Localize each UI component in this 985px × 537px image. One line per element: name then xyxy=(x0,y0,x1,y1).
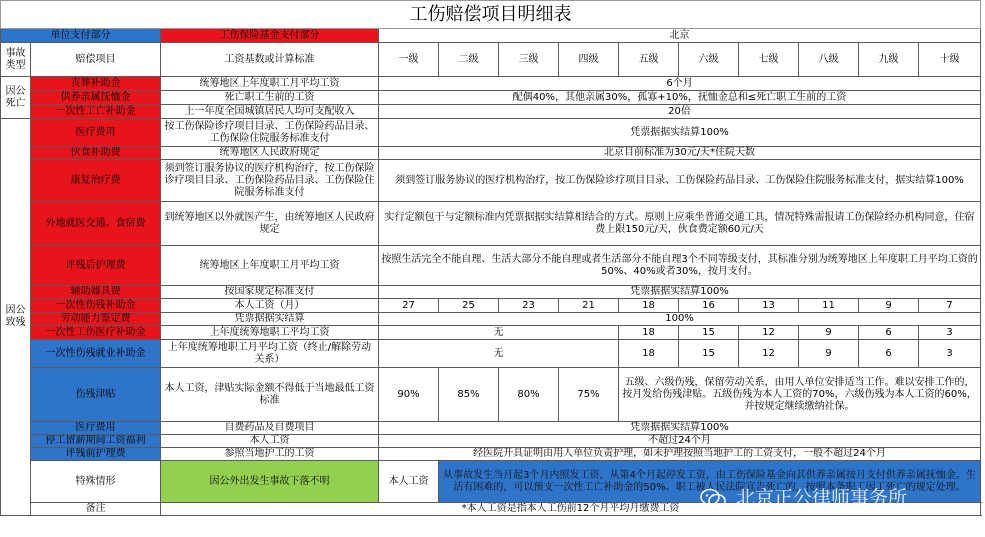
table-row xyxy=(1,77,981,91)
basis-header: 工资基数或计算标准 xyxy=(161,43,379,77)
value-cell: 须到签订服务协议的医疗机构治疗，按工伤保险诊疗项目目录、工伤保险药品目录、工伤保险住院服务标准支付，据实结算100% xyxy=(379,160,981,202)
basis-cell: 本人工资（月） xyxy=(161,299,379,313)
value-cell: 6个月 xyxy=(379,77,981,91)
basis-cell: 按国家规定标准支付 xyxy=(161,286,379,299)
unit-pay-legend: 单位支付部分 xyxy=(1,29,161,43)
basis-cell: 统筹地区上年度职工月平均工资 xyxy=(161,246,379,286)
level-value: 90% xyxy=(379,368,439,422)
level-header: 三级 xyxy=(499,43,559,77)
none-cell: 无 xyxy=(379,340,619,368)
level-header: 九级 xyxy=(859,43,919,77)
table-row xyxy=(1,326,981,340)
level-header: 八级 xyxy=(799,43,859,77)
category-death: 因公死亡 xyxy=(1,77,31,119)
value-cell: 五级、六级伤残，保留劳动关系，由用人单位安排适当工作。难以安排工作的，按月发给伤残津贴。五级伤残为本人工资的70%，六级伤残为本人工资的60%，并按规定继续缴纳社保。 xyxy=(619,368,981,422)
item-header: 赔偿项目 xyxy=(31,43,161,77)
level-header: 十级 xyxy=(919,43,981,77)
item-cell: 一次性工亡补助金 xyxy=(31,105,161,119)
item-cell: 劳动能力鉴定费 xyxy=(31,313,161,326)
level-value: 6 xyxy=(859,340,919,368)
value-cell: 凭票据据实结算100% xyxy=(379,286,981,299)
item-cell: 伤残津贴 xyxy=(31,368,161,422)
table-row xyxy=(1,105,981,119)
level-value: 18 xyxy=(619,299,679,313)
level-value: 9 xyxy=(799,326,859,340)
type-header: 事故类型 xyxy=(1,43,31,77)
item-cell: 评残前护理费 xyxy=(31,448,161,461)
value-cell: 经医院开具证明由用人单位负责护理，如未护理按照当地护工的工资支付，一般不超过24个月 xyxy=(379,448,981,461)
level-value: 25 xyxy=(439,299,499,313)
level-value: 7 xyxy=(919,299,981,313)
item-cell: 伙食补助费 xyxy=(31,147,161,160)
level-value: 13 xyxy=(739,299,799,313)
column-header-row xyxy=(1,43,981,77)
table-row xyxy=(1,147,981,160)
table-row xyxy=(1,435,981,448)
value-cell: 凭票据据实结算100% xyxy=(379,119,981,147)
basis-cell: 须到签订服务协议的医疗机构治疗，按工伤保险诊疗项目目录、工伤保险药品目录、工伤保险住院服务标准支付 xyxy=(161,160,379,202)
table-row xyxy=(1,422,981,435)
level-value: 6 xyxy=(859,326,919,340)
item-cell: 辅助器具费 xyxy=(31,286,161,299)
title-row xyxy=(1,1,981,29)
basis-cell: 上年度统筹地职工平均工资 xyxy=(161,326,379,340)
value-cell: 20倍 xyxy=(379,105,981,119)
level-value: 12 xyxy=(739,340,799,368)
level-header: 六级 xyxy=(679,43,739,77)
pay-legend-row xyxy=(1,29,981,43)
table-row xyxy=(1,119,981,147)
level-value: 15 xyxy=(679,340,739,368)
level-header: 二级 xyxy=(439,43,499,77)
level-header: 七级 xyxy=(739,43,799,77)
item-cell: 外地就医交通、食宿费 xyxy=(31,202,161,246)
wechat-icon xyxy=(700,488,726,510)
item-cell: 停工留薪期间工资福利 xyxy=(31,435,161,448)
watermark xyxy=(700,483,960,513)
item-cell: 一次性伤残就业补助金 xyxy=(31,340,161,368)
level-value: 9 xyxy=(859,299,919,313)
fund-pay-legend: 工伤保险基金支付部分 xyxy=(161,29,379,43)
level-value: 80% xyxy=(499,368,559,422)
level-value: 18 xyxy=(619,340,679,368)
item-cell: 康复治疗费 xyxy=(31,160,161,202)
table-row xyxy=(1,160,981,202)
basis-cell: 统筹地区人民政府规定 xyxy=(161,147,379,160)
table-row xyxy=(1,299,981,313)
value-cell: 北京目前标准为30元/天*住院天数 xyxy=(379,147,981,160)
table-row xyxy=(1,313,981,326)
basis-cell: 上年度统筹地职工月平均工资（终止/解除劳动关系） xyxy=(161,340,379,368)
level-value: 3 xyxy=(919,340,981,368)
category-special: 特殊情形 xyxy=(31,461,161,503)
level-value: 12 xyxy=(739,326,799,340)
table-row xyxy=(1,340,981,368)
item-cell: 丧葬补助金 xyxy=(31,77,161,91)
item-cell: 评残后护理费 xyxy=(31,246,161,286)
level-header: 五级 xyxy=(619,43,679,77)
basis-cell: 统筹地区上年度职工月平均工资 xyxy=(161,77,379,91)
level-value: 16 xyxy=(679,299,739,313)
level-value: 23 xyxy=(499,299,559,313)
table-row xyxy=(1,202,981,246)
table-row xyxy=(1,368,981,422)
level-value: 11 xyxy=(799,299,859,313)
level-value: 9 xyxy=(799,340,859,368)
basis-cell: 凭票据据实结算 xyxy=(161,313,379,326)
value-cell: 配偶40%，其他亲属30%，孤寡+10%，抚恤金总和≤死亡职工生前的工资 xyxy=(379,91,981,105)
item-cell: 医疗费用 xyxy=(31,119,161,147)
value-cell: 按照生活完全不能自理、生活大部分不能自理或者生活部分不能自理3个不同等级支付，其标准分别为统筹地区上年度职工月平均工资的50%、40%或者30%，按月支付。 xyxy=(379,246,981,286)
category-disability: 因公致残 xyxy=(1,119,31,516)
level-value: 18 xyxy=(619,326,679,340)
table-row xyxy=(1,91,981,105)
basis-cell: 参照当地护工的工资 xyxy=(161,448,379,461)
item-cell: 一次性伤残补助金 xyxy=(31,299,161,313)
value-cell: 不超过24个月 xyxy=(379,435,981,448)
table-row xyxy=(1,448,981,461)
basis-cell: 本人工资，津贴实际金额不得低于当地最低工资标准 xyxy=(161,368,379,422)
value-cell: 实行定额包干与定额标准内凭票据据实结算相结合的方式。原则上应乘坐普通交通工具，情况特殊需报请工伤保险经办机构同意，住宿费上限150元/天，伙食费定额60元/天 xyxy=(379,202,981,246)
table-row xyxy=(1,286,981,299)
item-cell: 因公外出发生事故下落不明 xyxy=(161,461,379,503)
item-cell: 医疗费用 xyxy=(31,422,161,435)
none-cell: 无 xyxy=(379,326,619,340)
page-title: 工伤赔偿项目明细表 xyxy=(1,1,981,29)
level-value: 15 xyxy=(679,326,739,340)
level-value: 85% xyxy=(439,368,499,422)
city-header: 北京 xyxy=(379,29,981,43)
basis-cell: 按工伤保险诊疗项目目录、工伤保险药品目录、工伤保险住院服务标准支付 xyxy=(161,119,379,147)
level-header: 四级 xyxy=(559,43,619,77)
item-cell: 供养亲属抚恤金 xyxy=(31,91,161,105)
item-cell: 一次性工伤医疗补助金 xyxy=(31,326,161,340)
remark-cell: *本人工资是指本人工伤前12个月平均月缴费工资 xyxy=(161,503,981,516)
basis-cell: 到统筹地区以外就医产生，由统筹地区人民政府规定 xyxy=(161,202,379,246)
value-cell: 从事故发生当月起3个月内照发工资，从第4个月起停发工资，由工伤保险基金向其供养亲属按月支付供养亲属抚恤金。生活有困难的，可以预支一次性工亡补助金的50%。职工被人民法院宣告死亡的，按照本条职工因工死亡的规定处理。 xyxy=(439,461,981,503)
level-value: 3 xyxy=(919,326,981,340)
category-remark: 备注 xyxy=(31,503,161,516)
level-value: 27 xyxy=(379,299,439,313)
level-value: 75% xyxy=(559,368,619,422)
value-cell: 100% xyxy=(379,313,981,326)
basis-cell: 死亡职工生前的工资 xyxy=(161,91,379,105)
level-value: 21 xyxy=(559,299,619,313)
table-row xyxy=(1,246,981,286)
watermark-text: 北京正公律师事务所 xyxy=(736,487,908,509)
basis-cell: 本人工资 xyxy=(379,461,439,503)
value-cell: 凭票据据实结算100% xyxy=(379,422,981,435)
level-header: 一级 xyxy=(379,43,439,77)
basis-cell: 本人工资 xyxy=(161,435,379,448)
basis-cell: 自费药品及自费项目 xyxy=(161,422,379,435)
basis-cell: 上一年度全国城镇居民人均可支配收入 xyxy=(161,105,379,119)
